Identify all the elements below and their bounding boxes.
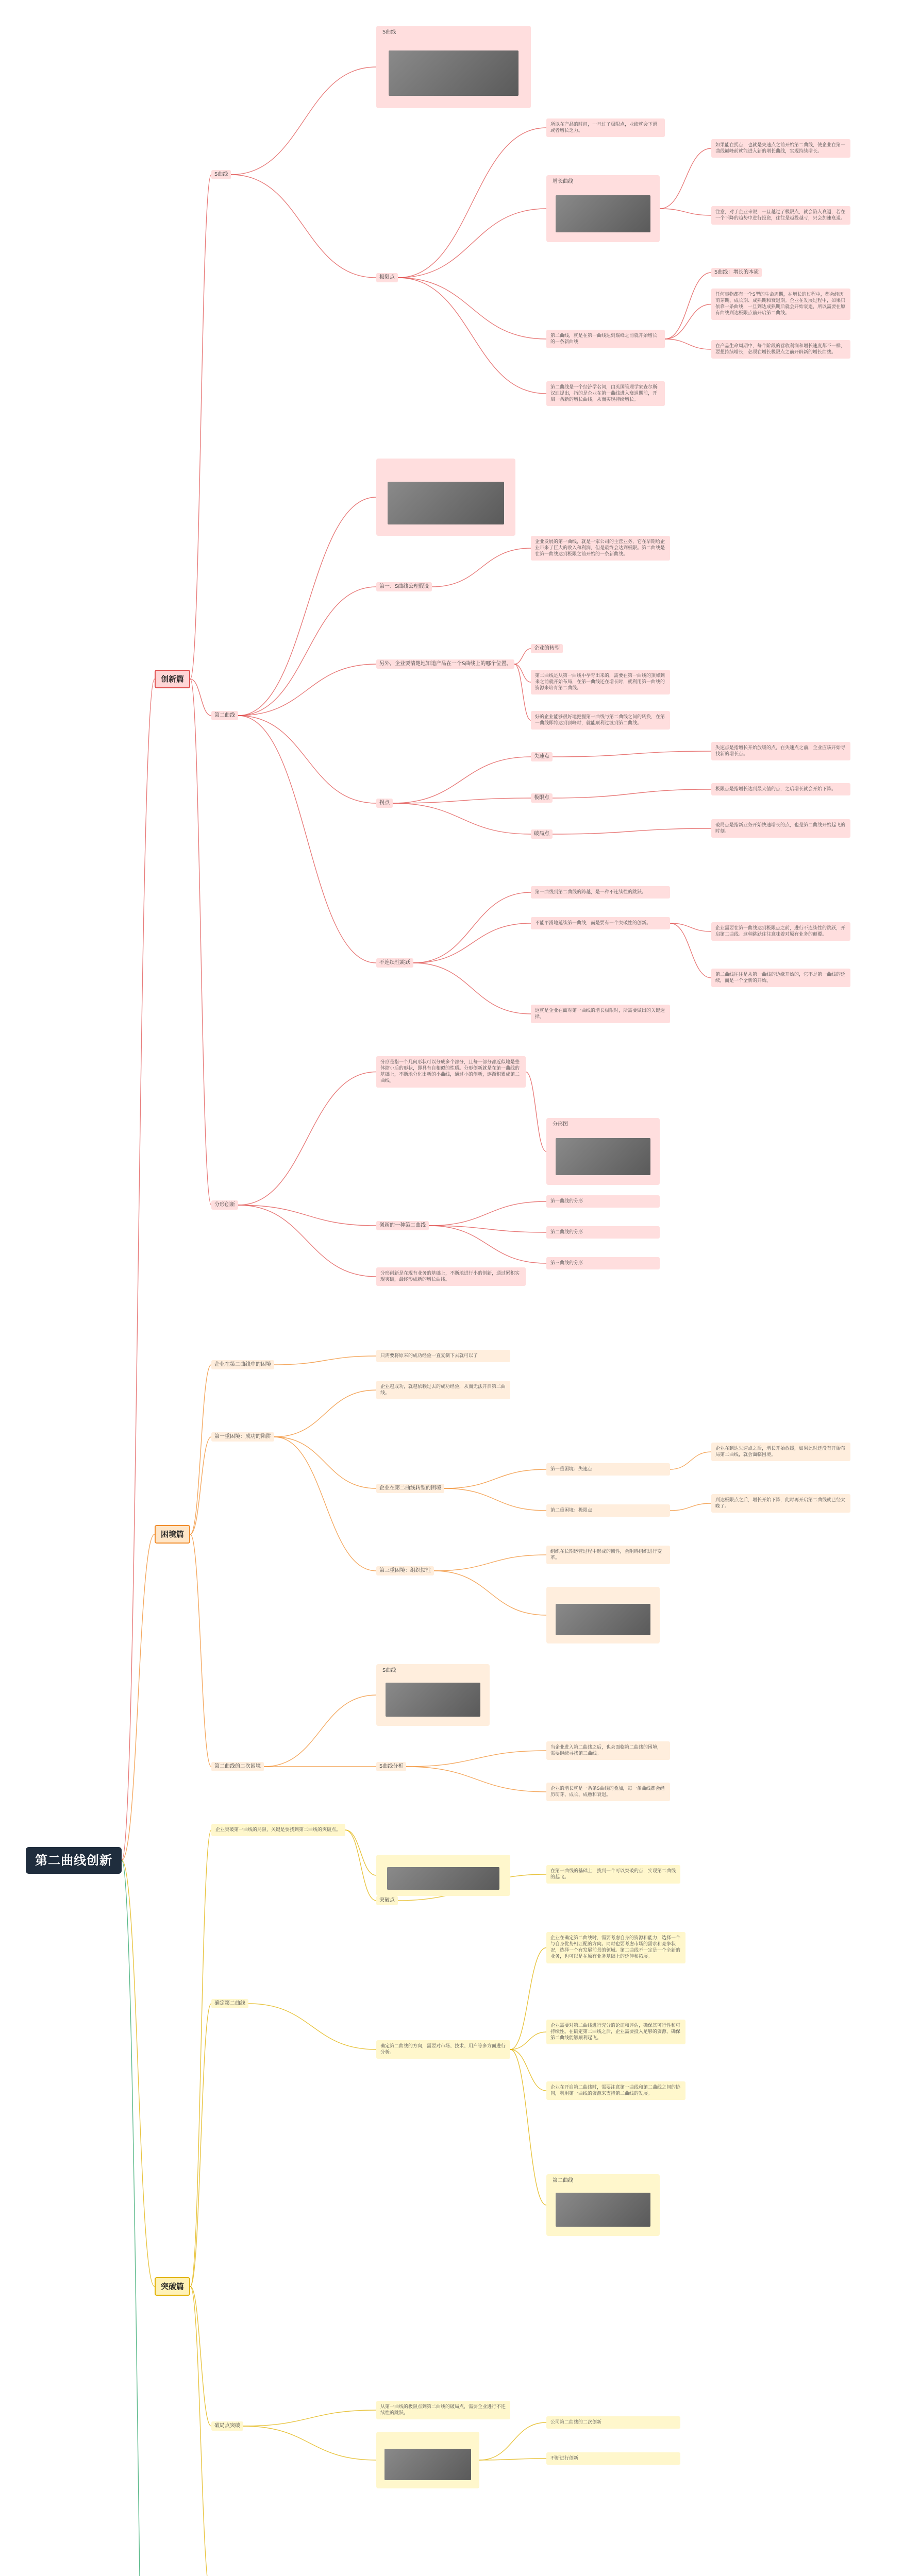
dilemma-item-1: 只需要将原来的成功经验一直复制下去就可以了 xyxy=(376,1350,510,1362)
dilemma-item-3a: 第一重困境：失速点 xyxy=(546,1463,670,1476)
edge-new-position-cont1-note xyxy=(514,664,531,682)
branch-second-curve[interactable]: 第二曲线 xyxy=(211,711,238,720)
fractal-item-3: 第三曲线的分形 xyxy=(546,1257,660,1269)
dilemma-note-3b: 到达极限点之后，增长开始下降，此时再开启第二曲线就已经太晚了。 xyxy=(711,1494,850,1513)
section-dilemma[interactable]: 困境篇 xyxy=(155,1525,190,1544)
stall-note: 失速点是指增长开始放缓的点，在失速点之前，企业应该开始寻找新的增长点。 xyxy=(711,742,850,760)
edge-growth-curve-image-second-note xyxy=(660,148,711,209)
edge-growth-curve-image-decline-note xyxy=(660,209,711,215)
dilemma-branch-2[interactable]: 第一重困境：成功的陷阱 xyxy=(211,1432,274,1442)
edge-dilemma-item-3b-dilemma-note-3b xyxy=(670,1503,711,1511)
edge-root-topic-section-innovation xyxy=(122,679,155,1860)
edge-branch-s-curve-s-curve-image xyxy=(231,67,376,175)
brand-note: 在产品生命周期中，每个阶段的营收利润和增长速度都不一样，要想持续增长，必须在增长极限点之前开辟新的增长曲线。 xyxy=(711,340,850,359)
determine-long-2: 企业需要对第二曲线进行充分的论证和评估，确保其可行性和可持续性。在确定第二曲线之后，企业需要投入足够的资源，确保第二曲线能够顺利起飞。 xyxy=(546,2020,685,2044)
edge-limit-point-growth-curve-image xyxy=(398,209,546,278)
breakout-branch-note: 从第一曲线的极限点到第二曲线的破局点，需要企业进行不连续性的跳跃。 xyxy=(376,2401,510,2419)
edge-breakout-image-2-breakout-item-1 xyxy=(479,2422,546,2460)
edge-dilemma-branch-3-dilemma-item-3b xyxy=(444,1488,546,1511)
edge-discontinuous-jump-jump-item-1 xyxy=(413,892,531,963)
dilemma-note-3: 企业在到达失速点之后，增长开始放缓，如果此时还没有开始布局第二曲线，就会面临困境。 xyxy=(711,1443,850,1461)
edge-breakthrough-intro-breakthrough-point xyxy=(345,1830,376,1901)
dilemma-image xyxy=(546,1587,660,1643)
edge-branch-s-curve-limit-point xyxy=(231,175,376,278)
dilemma-item-3b: 第二重困境：极限点 xyxy=(546,1504,670,1517)
big-note: 第二曲线是一个经济学名词，由英国管理学家查尔斯·汉迪提出，指的是企业在第一曲线进入衰退期前，开启一条新的增长曲线，从而实现持续增长。 xyxy=(546,381,665,406)
edge-branch-second-curve-second-curve-image xyxy=(238,497,376,716)
edge-section-dilemma-dilemma-branch-1 xyxy=(190,1365,211,1534)
edge-dilemma-item-3a-dilemma-note-3 xyxy=(670,1452,711,1469)
growth-curve-image xyxy=(546,175,660,242)
edge-turning-point-stall-point xyxy=(393,757,531,803)
dilemma-note-4: 组织在长期运营过程中形成的惯性，会阻碍组织进行变革。 xyxy=(546,1546,670,1564)
edge-s-curve-analysis-dilemma-note-5b xyxy=(406,1767,546,1792)
breakout-item-2: 不断进行创新 xyxy=(546,2452,680,2465)
edge-new-position-corporate-transformation xyxy=(514,649,531,664)
edge-dilemma-branch-2-dilemma-branch-3 xyxy=(274,1437,376,1488)
determine-long: 企业在确定第二曲线时，需要考虑自身的资源和能力，选择一个与自身优势相匹配的方向。同时也要考虑市场的需求和竞争状况，选择一个有发展前景的领域。第二曲线不一定是一个全新的业务，也可以是在原有业务基础上的延伸和拓展。 xyxy=(546,1932,685,1963)
edge-fractal-sub-fractal-item-3 xyxy=(429,1226,546,1263)
dilemma-note-2: 企业越成功，就越依赖过去的成功经验，从而无法开启第二曲线。 xyxy=(376,1381,510,1399)
breakout-item-1: 公司第二曲线的二次创新 xyxy=(546,2416,680,2429)
new-note: 好的企业能够很好地把握第一曲线与第二曲线之间的转换，在第一曲线即将达到顶峰时，就能顺利过渡到第二曲线。 xyxy=(531,711,670,730)
edge-determine-note-determine-long xyxy=(510,1948,546,2050)
second-note: 如果能在拐点，也就是失速点之前开始第二曲线，使企业在第一曲线巅峰前就能进入新的增长曲线，实现持续增长。 xyxy=(711,139,850,158)
curve-formula: 第二曲线，就是在第一曲线达到巅峰之前就开始增长的一条新曲线 xyxy=(546,330,665,348)
edge-section-breakthrough-find-breakout xyxy=(190,2286,211,2576)
first-s-curve-assumption[interactable]: 第一、S曲线公理假设 xyxy=(376,582,432,591)
determine-note: 确定第二曲线的方向，需要对市场、技术、用户等多方面进行分析。 xyxy=(376,2040,510,2059)
cont1-note: 第二曲线是从第一曲线中孕育出来的，需要在第一曲线的顶峰到来之前就开始布局，在第一曲线还在增长时，就利用第一曲线的资源来培育第二曲线。 xyxy=(531,670,670,694)
edge-limit-point-curve-formula xyxy=(398,278,546,339)
limit-point[interactable]: 极限点 xyxy=(376,273,398,282)
s-curve-mark[interactable]: S曲线：增长的本质 xyxy=(711,268,762,277)
determine-long-3: 企业在开启第二曲线时，需要注意第一曲线和第二曲线之间的协同，利用第一曲线的资源来支持第二曲线的发展。 xyxy=(546,2081,685,2100)
edge-limit-point-2-limit-note-2 xyxy=(553,789,711,798)
stall-point[interactable]: 失速点 xyxy=(531,752,553,761)
s-curve-caption: S曲线 xyxy=(382,29,396,35)
s-curve-image xyxy=(376,26,531,108)
edge-s-curve-analysis-dilemma-note-5 xyxy=(406,1751,546,1767)
edge-dilemma-branch-2-dilemma-note-2 xyxy=(274,1390,376,1437)
edge-root-topic-section-breakthrough xyxy=(122,1860,155,2286)
jump-item-2: 不能平滑地延续第一曲线，而是要有一个突破性的创新。 xyxy=(531,917,670,929)
edge-limit-point-big-note xyxy=(398,278,546,394)
edge-turning-point-limit-point-2 xyxy=(393,798,531,803)
edge-dilemma-branch-4-dilemma-note-4 xyxy=(434,1555,546,1571)
breakthrough-note: 在第一曲线的基础上，找到一个可以突破的点，实现第二曲线的起飞。 xyxy=(546,1865,680,1884)
dilemma-s-image xyxy=(376,1664,490,1726)
edge-fractal-sub-fractal-item-1 xyxy=(429,1201,546,1226)
s-curve-analysis[interactable]: S曲线分析 xyxy=(376,1762,406,1771)
edge-curve-formula-s-curve-long-note xyxy=(665,304,711,340)
breakout-image-2 xyxy=(376,2432,479,2488)
edge-breakout-branch-breakout-image-2 xyxy=(243,2426,376,2460)
corporate-transformation[interactable]: 企业的转型 xyxy=(531,644,563,653)
breakthrough-intro: 企业突破第一曲线的局限，关键是要找到第二曲线的突破点。 xyxy=(211,1824,345,1836)
limit-point-2[interactable]: 极限点 xyxy=(531,793,553,803)
s-curve-long-note: 任何事物都有一个S型的生命周期，在增长的过程中，都会经历萌芽期、成长期、成熟期和衰退期。企业在发展过程中，如果只依靠一条曲线，一旦到达成熟期后就会开始衰退，所以需要在原有曲线到达极限点前开启第二曲线。 xyxy=(711,289,850,320)
dilemma-branch-3[interactable]: 企业在第二曲线转型的困境 xyxy=(376,1484,444,1493)
breakout-image xyxy=(546,2174,660,2236)
new-position[interactable]: 另外，企业要清楚地知道产品在一个S曲线上的哪个位置。 xyxy=(376,659,514,669)
edge-turning-point-breakout-point xyxy=(393,803,531,834)
edge-determine-note-determine-long-2 xyxy=(510,2032,546,2049)
edge-section-breakthrough-breakthrough-intro xyxy=(190,1830,211,2286)
fractal-body: 分形是指一个几何形状可以分成多个部分，且每一部分都近似地是整体缩小后的形状，即具有自相似的性质。分形创新就是在第一曲线的基础上，不断地分化出新的小曲线，通过小的创新，逐渐积累成第二曲线。 xyxy=(376,1056,526,1088)
breakthrough-image xyxy=(376,1855,510,1896)
edge-section-innovation-branch-s-curve xyxy=(190,175,211,679)
dilemma-branch-4[interactable]: 第三重困境：组织惯性 xyxy=(376,1566,434,1575)
edge-determine-second-curve-determine-note xyxy=(248,2004,376,2049)
root-topic[interactable]: 第二曲线创新 xyxy=(26,1847,122,1874)
edge-dilemma-branch-4-dilemma-image xyxy=(434,1571,546,1615)
edge-dilemma-branch-3-dilemma-item-3a xyxy=(444,1469,546,1488)
edge-fractal-body-fractal-image xyxy=(526,1072,546,1152)
determine-second-curve[interactable]: 确定第二曲线 xyxy=(211,1999,248,2008)
dilemma-branch-1[interactable]: 企业在第二曲线中的困境 xyxy=(211,1360,274,1369)
edge-dilemma-branch-5-dilemma-s-image xyxy=(264,1695,376,1767)
fractal-item-2: 第二曲线的分形 xyxy=(546,1226,660,1239)
edge-first-s-curve-assumption-first-s-note xyxy=(432,548,531,587)
edge-root-topic-section-operation xyxy=(122,1860,155,2576)
edge-section-dilemma-dilemma-branch-5 xyxy=(190,1534,211,1767)
fractal-note: 分形创新是在现有业务的基础上，不断地进行小的创新，通过累积实现突破，最终形成新的增长曲线。 xyxy=(376,1267,526,1286)
jump-item-1: 第一曲线到第二曲线的跨越，是一种不连续性的跳跃。 xyxy=(531,886,670,899)
edge-stall-point-stall-note xyxy=(553,751,711,757)
edge-breakthrough-intro-breakthrough-image xyxy=(345,1830,376,1875)
final-note: 这就是企业在面对第一曲线的增长极限时，所需要做出的关键选择。 xyxy=(531,1005,670,1023)
edge-branch-fractal-fractal-note xyxy=(238,1205,376,1277)
fractal-image xyxy=(546,1118,660,1185)
fractal-sub[interactable]: 创新的一种第二曲线 xyxy=(376,1221,429,1230)
edge-dilemma-branch-2-dilemma-branch-4 xyxy=(274,1437,376,1571)
discontinuous-jump[interactable]: 不连续性跳跃 xyxy=(376,958,413,968)
section-breakthrough[interactable]: 突破篇 xyxy=(155,2277,190,2296)
edge-curve-formula-brand-note xyxy=(665,339,711,349)
jump-note: 企业需要在第一曲线达到极限点之前，进行不连续性的跳跃，开启第二曲线。这种跳跃往往意味着对原有业务的颠覆。 xyxy=(711,922,850,941)
limit-note: 所以在产品的时间，一旦过了极限点，业绩就会下滑或者增长乏力。 xyxy=(546,118,665,137)
edge-discontinuous-jump-jump-item-2 xyxy=(413,923,531,963)
dilemma-note-5b: 企业的增长就是一条条S曲线的叠加，每一条曲线都会经历萌芽、成长、成熟和衰退。 xyxy=(546,1783,670,1801)
edge-jump-item-2-jump-note xyxy=(670,923,711,931)
dilemma-branch-5[interactable]: 第二曲线的二次困境 xyxy=(211,1762,264,1771)
section-innovation[interactable]: 创新篇 xyxy=(155,670,190,688)
edge-determine-note-breakout-image xyxy=(510,2049,546,2205)
edge-branch-fractal-fractal-body xyxy=(238,1072,376,1206)
edge-breakout-branch-breakout-branch-note xyxy=(243,2410,376,2426)
edge-dilemma-branch-1-dilemma-item-1 xyxy=(274,1356,376,1365)
jump-note-2: 第二曲线往往是从第一曲线的边缘开始的，它不是第一曲线的延续，而是一个全新的开始。 xyxy=(711,969,850,987)
limit-note-2: 极限点是指增长达到最大值的点，之后增长就会开始下降。 xyxy=(711,783,850,795)
breakout-image-caption: 第二曲线 xyxy=(553,2178,573,2183)
breakout-branch[interactable]: 破局点突破 xyxy=(211,2421,243,2431)
fractal-image-caption: 分形图 xyxy=(553,1122,568,1127)
edge-branch-fractal-fractal-sub xyxy=(238,1205,376,1226)
dilemma-note-5: 当企业进入第二曲线之后，也会面临第二曲线的困境，需要继续寻找第三曲线。 xyxy=(546,1741,670,1760)
second-curve-image xyxy=(376,459,515,536)
branch-s-curve[interactable]: S曲线 xyxy=(211,170,231,179)
branch-fractal[interactable]: 分形创新 xyxy=(211,1200,238,1210)
growth-curve-caption: 增长曲线 xyxy=(553,179,573,184)
edge-branch-second-curve-discontinuous-jump xyxy=(238,716,376,963)
breakout-note: 破局点是指新业务开始快速增长的点，也是第二曲线开始起飞的时刻。 xyxy=(711,819,850,838)
turning-point[interactable]: 拐点 xyxy=(376,799,393,808)
edge-discontinuous-jump-final-note xyxy=(413,963,531,1014)
fractal-item-1: 第一曲线的分形 xyxy=(546,1195,660,1208)
breakout-point[interactable]: 破局点 xyxy=(531,829,553,839)
edge-root-topic-section-dilemma xyxy=(122,1534,155,1860)
dilemma-s-caption: S曲线 xyxy=(382,1668,396,1673)
first-s-note: 企业发展的第一曲线，就是一家公司的主营业务，它在早期给企业带来了巨大的收入和利润，但是最终会达到极限。第二曲线是在第一曲线达到极限之前开始的一条新曲线。 xyxy=(531,536,670,561)
breakthrough-point[interactable]: 突破点 xyxy=(376,1896,398,1905)
edge-limit-point-limit-note xyxy=(398,128,546,278)
edge-breakout-point-breakout-note xyxy=(553,828,711,834)
edge-section-breakthrough-breakout-branch xyxy=(190,2286,211,2426)
edge-branch-second-curve-turning-point xyxy=(238,716,376,803)
decline-note: 注意，对于企业来说，一旦越过了极限点，就会陷入衰退，若在一个下降的趋势中进行投资，往往是越投越亏，只会加速衰退。 xyxy=(711,206,850,225)
edge-section-innovation-branch-fractal xyxy=(190,679,211,1205)
